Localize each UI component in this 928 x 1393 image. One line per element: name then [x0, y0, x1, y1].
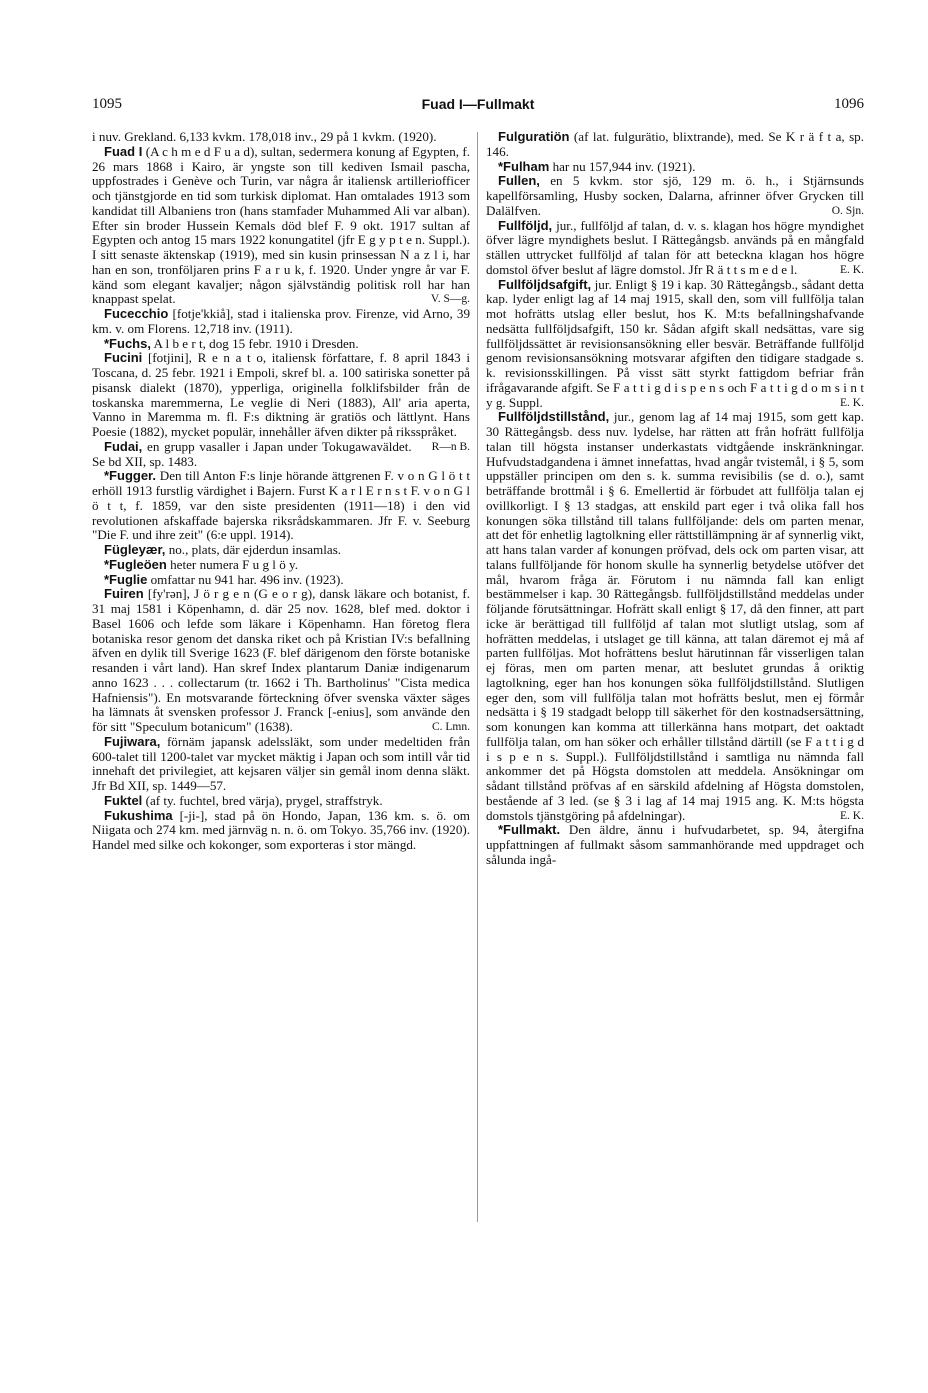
entry-headword: Fukushima: [104, 807, 173, 823]
dictionary-entry: [92, 809, 470, 853]
right-column: [486, 130, 864, 868]
author-signature: E. K.: [840, 263, 864, 276]
dictionary-entry: [486, 130, 864, 160]
left-column: [92, 130, 470, 853]
author-signature: R—n B.: [431, 440, 470, 453]
entry-text: Den till Anton F:s linje hörande ättgrenen F. v o n G l ö t t erhöll 1913 furstlig värdighet i Bajern. Furst K a r l E r n s t F. v o n G l ö t t, f. 1859, var den siste presidenten (1911—18) i den vid revolutionen afskaffade bajerska riksrådskammaren. Jfr F. v. Seeburg "Die F. und ihre zeit" (6:e uppl. 1914).: [92, 468, 470, 543]
entry-text: (af ty. fuchtel, bred värja), prygel, straffstryk.: [145, 792, 383, 808]
page-number-left: 1095: [92, 96, 122, 112]
entry-headword: Fuad I: [104, 143, 143, 159]
dictionary-entry: [92, 587, 470, 735]
author-signature: O. Sjn.: [831, 204, 864, 217]
entry-headword: Fuiren: [104, 586, 144, 602]
dictionary-entry: [92, 307, 470, 337]
entry-text: no., plats, där ejderdun insamlas.: [168, 542, 342, 557]
page-header: [92, 96, 864, 118]
column-divider: [477, 132, 478, 1222]
dictionary-entry: [92, 145, 470, 307]
entry-text: [-ji-], stad på ön Hondo, Japan, 136 km. s. ö. om Niigata och 274 km. med järnväg n. n. ö. om Tokyo. 35,766 inv. (1920). Handel med silke och kokonger, som exporteras i stor mängd.: [92, 807, 470, 852]
entry-text: har nu 157,944 inv. (1921).: [552, 158, 696, 174]
entry-text: jur., fullföljd af talan, d. v. s. klagan hos högre myndighet öfver lägre myndighets beslut. I Rättegångsb. används på en mångfald ställen uttrycket fullföljd af talan för att beteckna klagan hos högre domstol öfver beslut af lägre domstol. Jfr R ä t t s m e d e l.: [486, 217, 864, 277]
entry-text: A l b e r t, dog 15 febr. 1910 i Dresden.: [153, 335, 359, 351]
entry-headword: Fuktel: [104, 792, 143, 808]
entry-headword: *Fulham: [498, 158, 550, 174]
entry-text: heter numera F u g l ö y.: [170, 556, 298, 572]
entry-text: [fy'rən], J ö r g e n (G e o r g), dansk läkare och botanist, f. 31 maj 1581 i Köpenhamn, d. där 25 nov. 1628, blef med. doktor i Basel 1606 och lefde som läkare i Köpenhamn. Han företog flera botaniska resor genom det danska riket och på Kristian IV:s befallning äfven en dylik till Sverige 1623 (F. blef därigenom den förste botaniske resanden i vårt land). Han skref Index plantarum Daniæ indigenarum anno 1623 . . . collectarum (tr. 1662 i Th. Bartholinus' "Cista medica Hafniensis"). En motsvarande förteckning öfver svenska växter säges ha lämnats åt svensken professor J. Franck [-enius], som använde den för sitt "Speculum botanicum" (1638).: [92, 586, 470, 734]
page-number-right: 1096: [834, 96, 864, 112]
entry-text: jur. Enligt § 19 i kap. 30 Rättegångsb., sådant detta kap. lyder enligt lag af 14 maj 1915, skall den, som vill fullfölja talan mot hofrätts utslag eller beslut, hos K. M:ts befallningshafvande nedsätta fullföljdsafgift, 150 kr. Sådan afgift skall nedsättas, vare sig fullföljdssättet är revisionsansökning eller besvär. Beträffande fullföljd genom revisionsansökning motsvarar afgiften den tidigare stadgade s. k. revisionsskillingen. På visst sätt styrkt fattigdom befriar från ifrågavarande afgift. Se F a t t i g d i s p e n s och F a t t i g d o m s i n t y g. Suppl.: [486, 276, 864, 410]
dictionary-entry: [92, 543, 470, 558]
dictionary-entry: [92, 558, 470, 573]
dictionary-entry: [92, 573, 470, 588]
author-signature: V. S—g.: [430, 293, 470, 306]
author-signature: C. Lmn.: [431, 721, 470, 733]
entry-headword: Fujiwara,: [104, 733, 161, 749]
entry-text: [fotjini], R e n a t o, italiensk författare, f. 8 april 1843 i Toscana, d. 25 febr. 1921 i Empoli, skref bl. a. 100 satiriska sonetter på pisansk dialekt (1870), ypperliga, originella folklifsbilder från de toskanska maremmerna, Le veglie di Neri (1883), All' aria aperta, Vanno in Maremma m. fl. F:s diktning är gratiös och lättlynt. Hans Poesie (1882), mycket populär, innehåller äfven dikter på riksspråket.: [92, 350, 470, 439]
dictionary-entry: [92, 337, 470, 352]
dictionary-entry: [92, 735, 470, 794]
entry-headword: Fudai,: [104, 438, 143, 454]
dictionary-entry: [92, 469, 470, 543]
entry-headword: Fullen,: [498, 173, 540, 189]
entry-text: jur., genom lag af 14 maj 1915, som gett kap. 30 Rättegångsb. dess nuv. lydelse, har rätten att från hofrätt fullfölja talan till högsta instanser underkastats vidtgående inskränkningar. Hufvudstadgandena i ämnet innefattas, hvad angår tvistemål, i § 5, som uppställer principen om den s. k. summa revisibilis (se d. o.), samt beträffande brottmål i § 6. Emellertid är förbudet att fullfölja talan ej ovillkorligt. I § 13 stadgas, att enskild part eger i två olika fall hos konungen söka tillstånd till talans fullföljande: dels om parten menar, att det för enhetlig lagtolkning eller rättstillämpning är af synnerlig vikt, att hans talan varder af konungen pröfvad, dels ock om parten visar, att talans fullföljande för honom skulle ha synnerlig betydelse utöfver det mål, hvarom fråga är. Förutom i nu nämnda fall kan enligt bestämmelser i kap. 30 Rättegångsb. fullföljdstillstånd meddelas under följande förutsättningar. Hofrätt skall enligt § 17, då den finner, att part icke är berättigad till fullföljd af talan mot slutligt utslag, som af hofrätten meddelas, i utslaget ge till känna, att talan däremot ej må af parten fullföljas. Mot hofrättens beslut härutinnan får visserligen talan ej föras, men om parten menar, att beslutet grundas å oriktig lagtolkning, eger han hos konungen söka fullföljdstillstånd. Slutligen eger den, som vill fullfölja talan mot hofrätts beslut, men ej förmår nedsätta i § 19 stadgadt belopp till säkerhet för den kostnadsersättning, som konungen kan komma att tillerkänna hans motpart, det oaktadt fullfölja talan, om han söker och erhåller tillstånd därtill (se F a t t i g d i s p e n s. Suppl.). Fullföljdstillstånd i samtliga nu nämnda fall ankommer det på Högsta domstolen att meddela. Ansökningar om sådant tillstånd pröfvas af en särskild afdelning af Högsta domstolen, bestående af 3 led. (se § 3 i lag af 14 maj 1915 ang. K. M:ts högsta domstols tjänstgöring på afdelningar).: [486, 409, 864, 823]
entry-headword: Fucecchio: [104, 306, 169, 321]
dictionary-entry: [486, 160, 864, 175]
entry-headword: Fügleyær,: [104, 542, 166, 557]
entry-headword: *Fuglie: [104, 571, 148, 587]
entry-headword: Fullföljd,: [498, 217, 553, 233]
dictionary-entry: [486, 410, 864, 823]
entry-headword: *Fuchs,: [104, 335, 151, 351]
entry-headword: *Fugger.: [104, 468, 157, 484]
entry-text: förnäm japansk adelssläkt, som under medeltiden från 600-talet till 1200-talet var mycket mäktig i Japan och som intill vår tid innehaft det privilegiet, att kejsaren väljer sin gemål inom denna släkt. Jfr Bd XII, sp. 1449—57.: [92, 733, 470, 793]
dictionary-entry: [92, 794, 470, 809]
entry-text: (af lat. fulgurätio, blixtrande), med. Se K r ä f t a, sp. 146.: [486, 129, 864, 159]
entry-text: i nuv. Grekland. 6,133 kvkm. 178,018 inv., 29 på 1 kvkm. (1920).: [92, 129, 437, 144]
entry-headword: Fullföljdsafgift,: [498, 276, 592, 292]
dictionary-entry: [486, 174, 864, 218]
dictionary-entry: [92, 130, 470, 145]
entry-text: omfattar nu 941 har. 496 inv. (1923).: [150, 571, 344, 587]
entry-text: (A c h m e d F u a d), sultan, sedermera konung af Egypten, f. 26 mars 1868 i Kairo, är yngste son till kediven Ismail pascha, uppfostrades i Genève och Turin, var några år italiensk artilleriofficer och tjänstgjorde en tid som turkisk diplomat. Han omtalades 1913 som kandidat till Albaniens tron (hans stamfader Muhammed Ali var alban). Efter sin broder Hussein Kemals död blef F. 9 okt. 1917 sultan af Egypten och antog 15 mars 1922 konungatitel (jfr E g y p t e n. Suppl.). I sitt senaste äktenskap (1919), med sin kusin prinsessan N a z l i, har han en son, tronföljaren prins F a r u k, f. 1920. Under yngre år var F. känd som elegant kavaljer; någon självständig politisk roll har han knappast spelat.: [92, 143, 470, 307]
author-signature: E. K.: [840, 809, 864, 822]
entry-headword: Fulguratiön: [498, 129, 570, 144]
entry-text: en 5 kvkm. stor sjö, 129 m. ö. h., i Stjärnsunds kapellförsamling, Husby socken, Dalarna, afrinner öfver Grycken till Dalälfven.: [486, 173, 864, 218]
running-head: Fuad I—Fullmakt: [421, 96, 535, 112]
entry-text: [fotje'kkiå], stad i italienska prov. Firenze, vid Arno, 39 km. v. om Florens. 12,718 inv. (1911).: [92, 306, 470, 336]
entry-headword: Fullföljdstillstånd,: [498, 409, 610, 425]
entry-headword: *Fugleöen: [104, 556, 167, 572]
entry-text: Den äldre, ännu i hufvudarbetet, sp. 94, återgifna uppfattningen af fullmakt såsom sammanhörande med uppdraget och sålunda ingå-: [486, 822, 864, 867]
entry-headword: Fucini: [104, 350, 143, 366]
dictionary-entry: [486, 278, 864, 411]
entry-headword: *Fullmakt.: [498, 822, 561, 838]
entry-text: en grupp vasaller i Japan under Tokugawaväldet. Se bd XII, sp. 1483.: [92, 438, 412, 469]
dictionary-entry: [486, 823, 864, 867]
author-signature: E. K.: [840, 396, 864, 409]
dictionary-entry: [486, 219, 864, 278]
